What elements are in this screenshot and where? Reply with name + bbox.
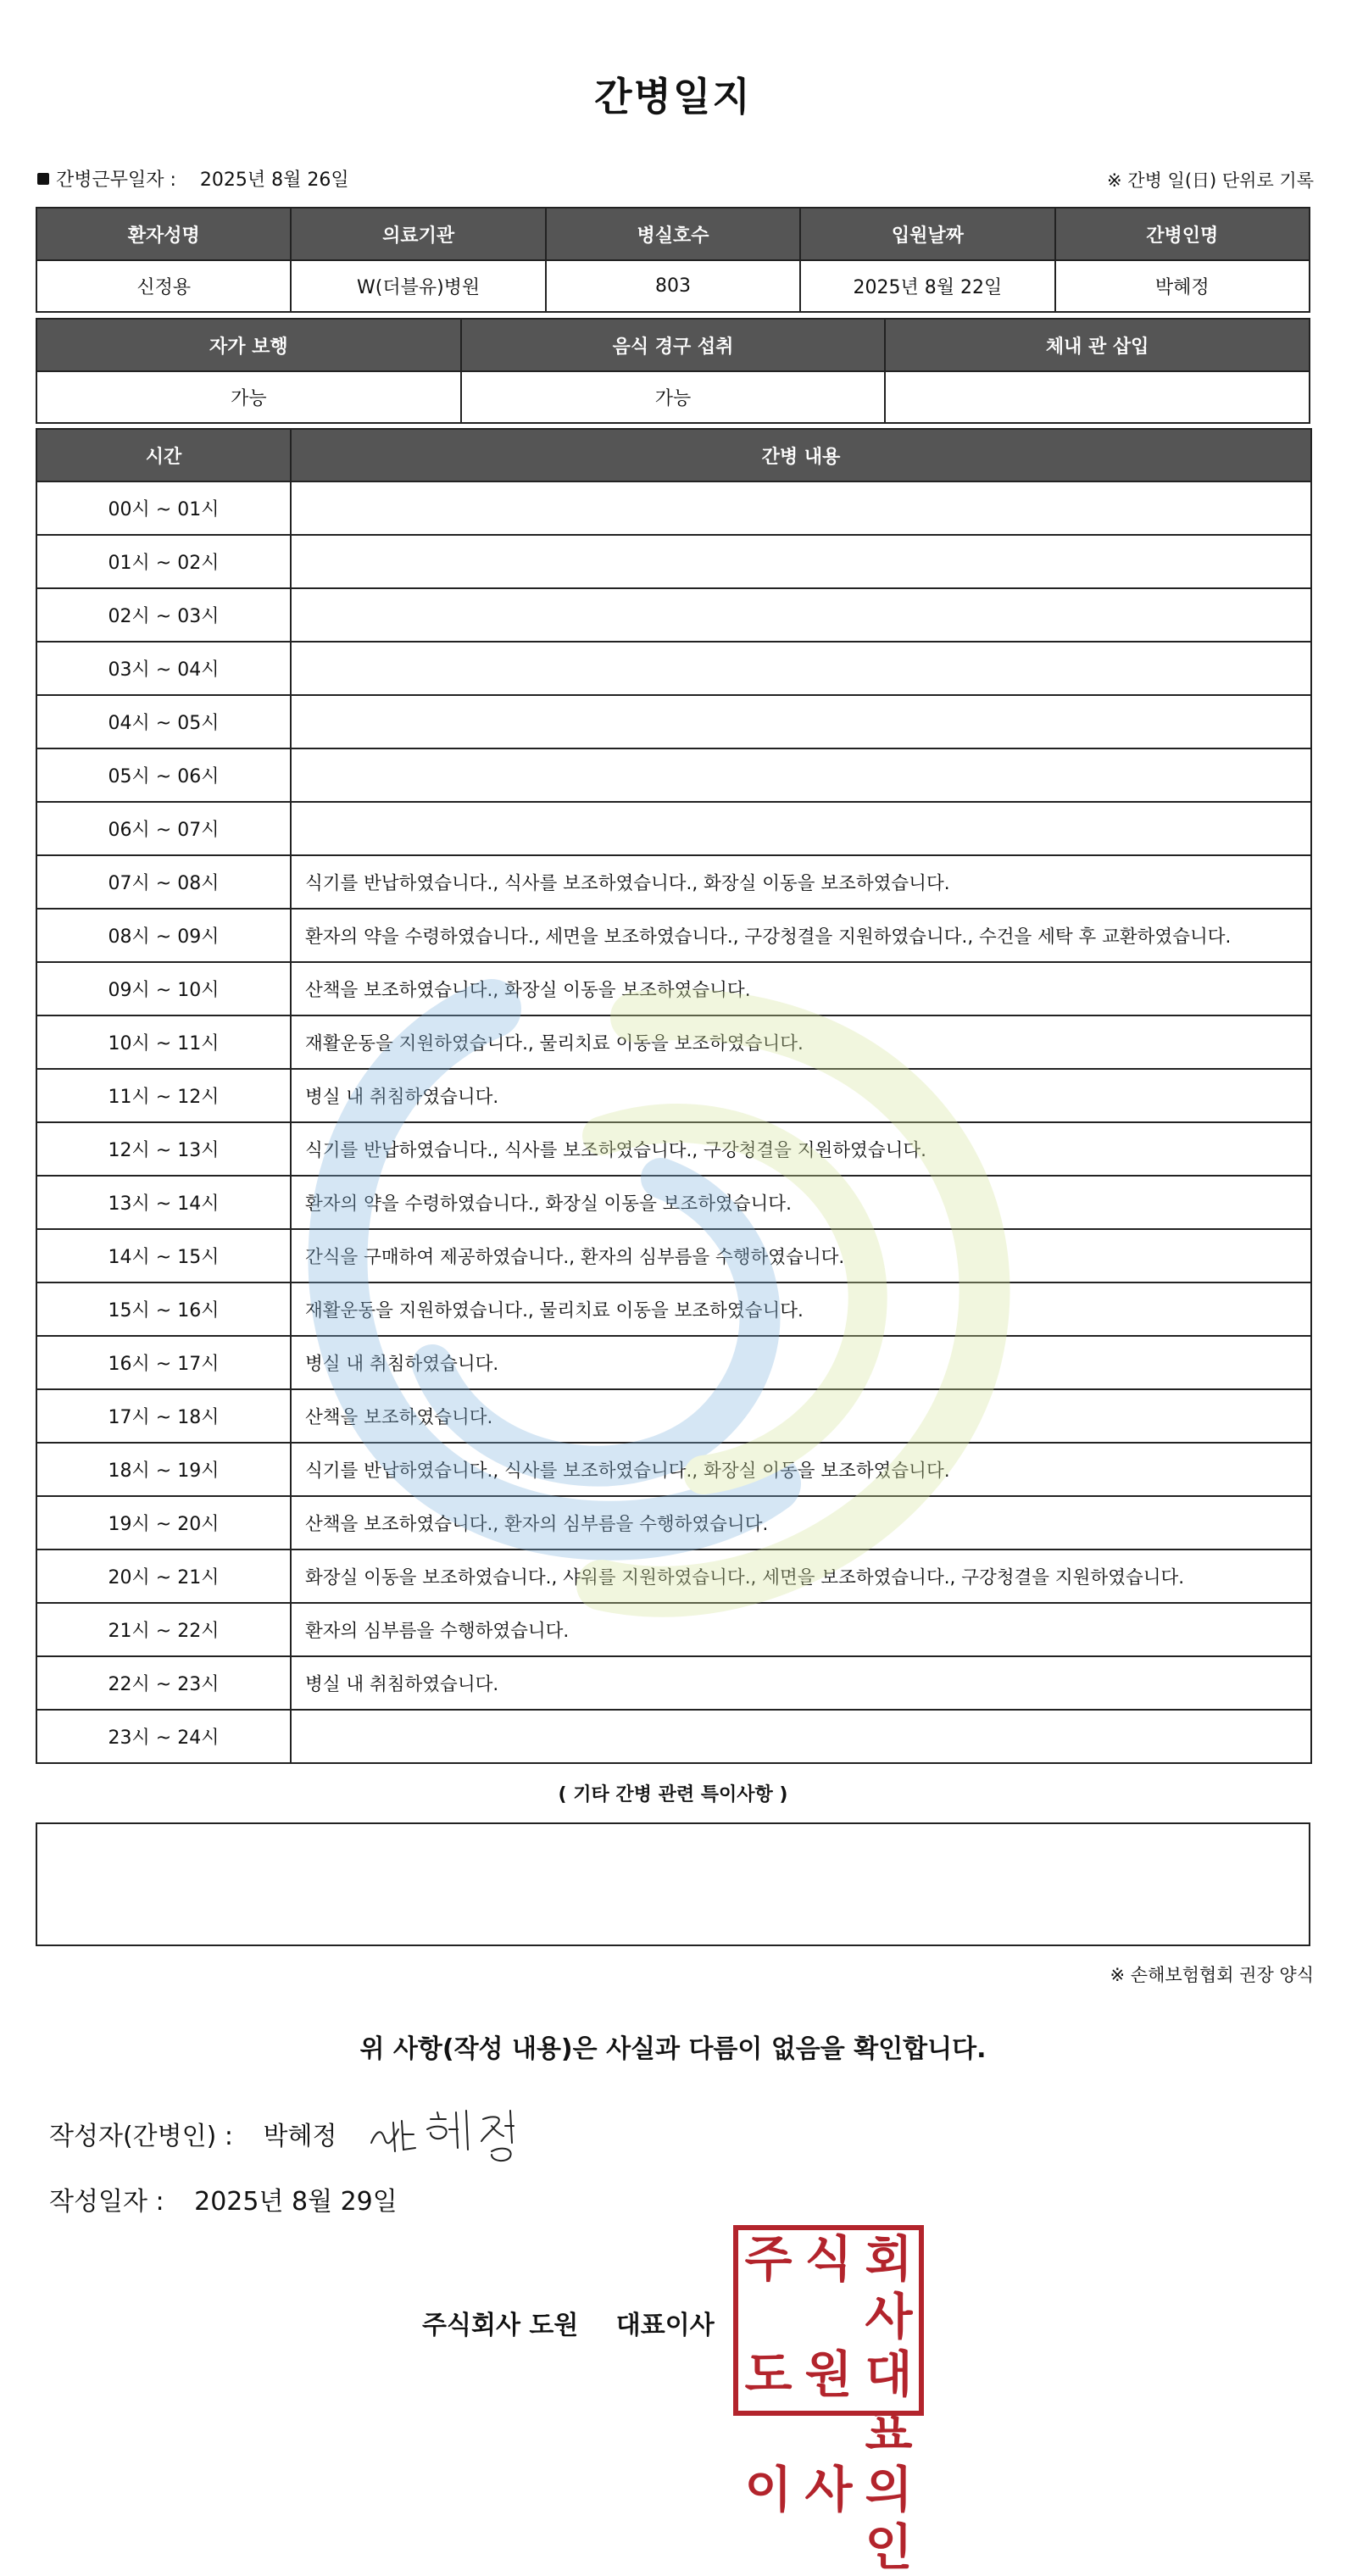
- log-content: 식기를 반납하였습니다., 식사를 보조하였습니다., 화장실 이동을 보조하였습니다.: [291, 855, 1311, 909]
- company-representative: 대표이사: [615, 2311, 715, 2340]
- log-content: 재활운동을 지원하였습니다., 물리치료 이동을 보조하였습니다.: [291, 1015, 1311, 1069]
- log-time: 07시 ~ 08시: [36, 855, 291, 909]
- patient-info-value-row: [36, 260, 1310, 312]
- care-log-row: [36, 695, 1311, 748]
- care-log-header-row: [36, 429, 1311, 481]
- care-log-table: [36, 428, 1312, 1764]
- care-log-row: [36, 481, 1311, 535]
- log-time: 11시 ~ 12시: [36, 1069, 291, 1122]
- record-unit-note: ※ 간병 일(日) 단위로 기록: [1107, 170, 1314, 191]
- log-content: 환자의 약을 수령하였습니다., 세면을 보조하였습니다., 구강청결을 지원하였습니다., 수건을 세탁 후 교환하였습니다.: [291, 909, 1311, 962]
- seal-char: 도: [744, 2345, 793, 2403]
- log-content: [291, 535, 1311, 588]
- log-time: 02시 ~ 03시: [36, 588, 291, 642]
- written-date-label: 작성일자 :: [49, 2187, 164, 2217]
- writer-label: 작성자(간병인) :: [49, 2122, 233, 2151]
- patient-ability-table: [36, 318, 1310, 424]
- ability-header-row: [36, 319, 1310, 371]
- care-log-row: [36, 642, 1311, 695]
- header-admission-date: 입원날짜: [800, 208, 1054, 260]
- writer-name: 박혜정: [263, 2122, 337, 2151]
- writer-line: [49, 2115, 336, 2152]
- log-time: 18시 ~ 19시: [36, 1443, 291, 1496]
- log-time: 14시 ~ 15시: [36, 1229, 291, 1282]
- remarks-box: [36, 1822, 1310, 1946]
- patient-info-table: [36, 207, 1310, 313]
- log-time: 16시 ~ 17시: [36, 1336, 291, 1389]
- caregiver-name: 박혜정: [1055, 260, 1310, 312]
- header-tube-insertion: 체내 관 삽입: [885, 319, 1310, 371]
- log-content: 재활운동을 지원하였습니다., 물리치료 이동을 보조하였습니다.: [291, 1282, 1311, 1336]
- bullet-square-icon: [37, 173, 49, 185]
- log-content: 환자의 심부름을 수행하였습니다.: [291, 1603, 1311, 1656]
- care-log-row: [36, 855, 1311, 909]
- seal-char: 원: [804, 2345, 853, 2403]
- care-log-row: [36, 1443, 1311, 1496]
- log-time: 06시 ~ 07시: [36, 802, 291, 855]
- log-time: 23시 ~ 24시: [36, 1710, 291, 1763]
- care-log-row: [36, 962, 1311, 1015]
- care-log-row: [36, 802, 1311, 855]
- care-log-row: [36, 1336, 1311, 1389]
- seal-char: 의인: [865, 2461, 913, 2576]
- log-time: 03시 ~ 04시: [36, 642, 291, 695]
- remarks-title: ( 기타 간병 관련 특이사항 ): [558, 1784, 788, 1805]
- log-content: [291, 748, 1311, 802]
- form-source-note: ※ 손해보험협회 권장 양식: [1110, 1965, 1314, 1985]
- care-log-row: [36, 1496, 1311, 1549]
- care-log-row: [36, 1603, 1311, 1656]
- log-content: 환자의 약을 수령하였습니다., 화장실 이동을 보조하였습니다.: [291, 1176, 1311, 1229]
- ability-value-row: [36, 371, 1310, 423]
- log-time: 21시 ~ 22시: [36, 1603, 291, 1656]
- admission-date: 2025년 8월 22일: [800, 260, 1054, 312]
- confirmation-statement: 위 사항(작성 내용)은 사실과 다름이 없음을 확인합니다.: [359, 2034, 987, 2064]
- log-time: 08시 ~ 09시: [36, 909, 291, 962]
- seal-char: 사: [804, 2461, 853, 2518]
- care-date-line: [37, 165, 349, 192]
- log-time: 13시 ~ 14시: [36, 1176, 291, 1229]
- hospital-name: W(더블유)병원: [291, 260, 545, 312]
- log-content: 병실 내 취침하였습니다.: [291, 1336, 1311, 1389]
- care-log-row: [36, 1176, 1311, 1229]
- log-content: [291, 802, 1311, 855]
- seal-char: 회사: [865, 2230, 913, 2345]
- log-content: [291, 588, 1311, 642]
- header-self-walking: 자가 보행: [36, 319, 461, 371]
- company-name: 주식회사 도원: [422, 2311, 579, 2340]
- room-number: 803: [546, 260, 800, 312]
- log-content: 산책을 보조하였습니다.: [291, 1389, 1311, 1443]
- care-log-row: [36, 1122, 1311, 1176]
- log-content: [291, 642, 1311, 695]
- log-content: 간식을 구매하여 제공하였습니다., 환자의 심부름을 수행하였습니다.: [291, 1229, 1311, 1282]
- log-content: [291, 1710, 1311, 1763]
- oral-intake-value: 가능: [461, 371, 886, 423]
- care-log-body: [36, 481, 1311, 1763]
- log-time: 04시 ~ 05시: [36, 695, 291, 748]
- written-date-value: 2025년 8월 29일: [194, 2187, 398, 2217]
- header-patient-name: 환자성명: [36, 208, 291, 260]
- log-content: 식기를 반납하였습니다., 식사를 보조하였습니다., 화장실 이동을 보조하였습니다.: [291, 1443, 1311, 1496]
- log-time: 10시 ~ 11시: [36, 1015, 291, 1069]
- care-date-label: 간병근무일자 :: [56, 170, 176, 191]
- self-walking-value: 가능: [36, 371, 461, 423]
- company-line: [422, 2304, 715, 2341]
- log-time: 09시 ~ 10시: [36, 962, 291, 1015]
- care-log-row: [36, 1656, 1311, 1710]
- care-log-row: [36, 588, 1311, 642]
- log-time: 15시 ~ 16시: [36, 1282, 291, 1336]
- seal-char: 식: [804, 2230, 853, 2288]
- log-content: [291, 481, 1311, 535]
- log-time: 19시 ~ 20시: [36, 1496, 291, 1549]
- log-content: 산책을 보조하였습니다., 환자의 심부름을 수행하였습니다.: [291, 1496, 1311, 1549]
- written-date-line: [49, 2180, 398, 2217]
- header-room-number: 병실호수: [546, 208, 800, 260]
- care-log-row: [36, 1389, 1311, 1443]
- header-oral-intake: 음식 경구 섭취: [461, 319, 886, 371]
- log-time: 12시 ~ 13시: [36, 1122, 291, 1176]
- seal-char: 이: [744, 2461, 793, 2518]
- log-content: 병실 내 취침하였습니다.: [291, 1069, 1311, 1122]
- care-date-value: 2025년 8월 26일: [199, 170, 349, 191]
- log-time: 05시 ~ 06시: [36, 748, 291, 802]
- log-time: 22시 ~ 23시: [36, 1656, 291, 1710]
- log-content: 식기를 반납하였습니다., 식사를 보조하였습니다., 구강청결을 지원하였습니다.: [291, 1122, 1311, 1176]
- header-hospital: 의료기관: [291, 208, 545, 260]
- care-log-row: [36, 1710, 1311, 1763]
- document-title: 간병일지: [594, 74, 752, 120]
- care-log-row: [36, 535, 1311, 588]
- log-content: 병실 내 취침하였습니다.: [291, 1656, 1311, 1710]
- patient-name: 신정용: [36, 260, 291, 312]
- care-log-row: [36, 1229, 1311, 1282]
- care-log-row: [36, 1015, 1311, 1069]
- header-time: 시간: [36, 429, 291, 481]
- care-log-row: [36, 1282, 1311, 1336]
- care-log-row: [36, 909, 1311, 962]
- care-log-row: [36, 1069, 1311, 1122]
- care-log-row: [36, 1549, 1311, 1603]
- log-time: 17시 ~ 18시: [36, 1389, 291, 1443]
- company-seal-stamp: [733, 2225, 924, 2576]
- log-time: 20시 ~ 21시: [36, 1549, 291, 1603]
- log-content: 화장실 이동을 보조하였습니다., 샤워를 지원하였습니다., 세면을 보조하였습니다., 구강청결을 지원하였습니다.: [291, 1549, 1311, 1603]
- header-care-content: 간병 내용: [291, 429, 1311, 481]
- log-content: [291, 695, 1311, 748]
- log-time: 00시 ~ 01시: [36, 481, 291, 535]
- seal-char: 대표: [865, 2345, 913, 2461]
- handwritten-signature: [364, 2100, 534, 2168]
- seal-char: 주: [744, 2230, 793, 2288]
- care-log-row: [36, 748, 1311, 802]
- log-content: 산책을 보조하였습니다., 화장실 이동을 보조하였습니다.: [291, 962, 1311, 1015]
- patient-info-header-row: [36, 208, 1310, 260]
- header-caregiver-name: 간병인명: [1055, 208, 1310, 260]
- log-time: 01시 ~ 02시: [36, 535, 291, 588]
- tube-insertion-value: [885, 371, 1310, 423]
